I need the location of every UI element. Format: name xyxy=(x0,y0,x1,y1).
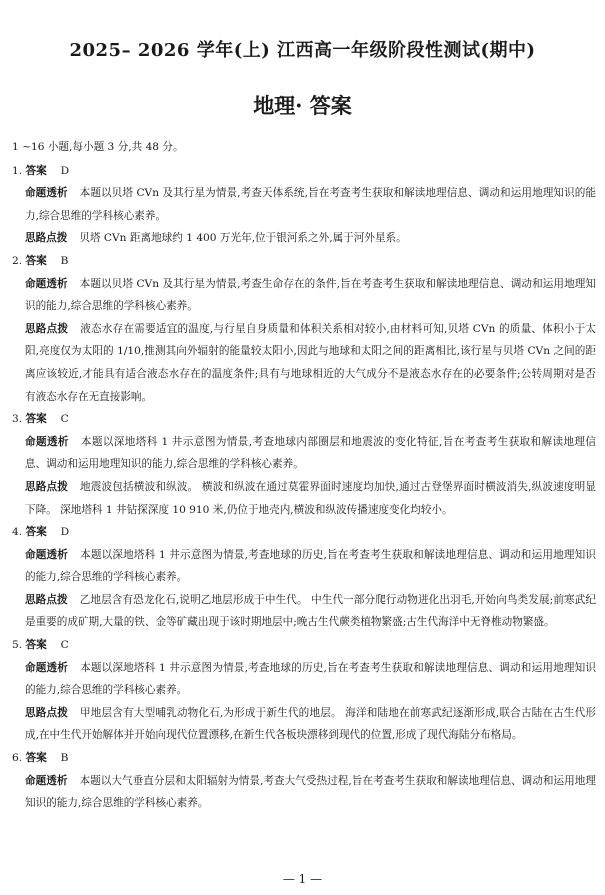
intro-line: 1 ~16 小题,每小题 3 分,共 48 分。 xyxy=(12,141,184,153)
hint-text: 贝塔 CVn 距离地球约 1 400 万光年,位于银河系之外,属于河外星系。 xyxy=(79,232,407,245)
hint-text: 乙地层含有恐龙化石,说明乙地层形成于中生代。 中生代一部分爬行动物进化出羽毛,开始向鸟类发展;前寒武纪是重要的成矿期,大量的铁、金等矿藏出现于该时期地层中;晚古生代蕨类植物繁盛;古生代海洋中无脊椎动物繁盛。 xyxy=(25,593,596,629)
analysis-label: 命题透析 xyxy=(25,277,68,290)
question-block xyxy=(12,521,596,634)
question-number: 1. xyxy=(12,164,23,177)
analysis-paragraph xyxy=(25,657,596,702)
hint-paragraph xyxy=(25,589,596,634)
analysis-text: 本题以贝塔 CVn 及其行星为情景,考查天体系统,旨在考查考生获取和解读地理信息、调动和运用地理知识的能力,综合思维的学科核心素养。 xyxy=(25,187,596,222)
analysis-label: 命题透析 xyxy=(25,774,68,787)
question-block xyxy=(12,634,596,747)
answer-body xyxy=(12,136,596,815)
hint-paragraph xyxy=(25,476,596,521)
answer-line xyxy=(12,634,596,657)
hint-paragraph xyxy=(25,702,596,747)
exam-title: 2025– 2026 学年(上) 江西高一年级阶段性测试(期中) xyxy=(69,40,536,61)
hint-label: 思路点拨 xyxy=(25,480,69,493)
analysis-text: 本题以深地塔科 1 井示意图为情景,考查地球的历史,旨在考查考生获取和解读地理信息、调动和运用地理知识的能力,综合思维的学科核心素养。 xyxy=(25,661,596,697)
analysis-text: 本题以深地塔科 1 井示意图为情景,考查地球内部圈层和地震波的变化特征,旨在考查考生获取和解读地理信息、调动和运用地理知识的能力,综合思维的学科核心素养。 xyxy=(25,435,596,471)
answer-label: 答案 xyxy=(25,413,47,426)
hint-paragraph xyxy=(25,318,596,408)
question-block xyxy=(12,408,596,521)
question-block xyxy=(12,160,596,250)
answer-letter: B xyxy=(60,752,69,765)
answer-letter: B xyxy=(60,254,69,267)
analysis-text: 本题以大气垂直分层和太阳辐射为情景,考查大气受热过程,旨在考查考生获取和解读地理信息、调动和运用地理知识的能力,综合思维的学科核心素养。 xyxy=(25,774,597,810)
question-number: 2. xyxy=(12,254,23,267)
hint-label: 思路点拨 xyxy=(25,232,68,245)
question-number: 6. xyxy=(12,752,23,765)
question-number: 3. xyxy=(12,413,23,426)
hint-text: 液态水存在需要适宜的温度,与行星自身质量和体积关系相对较小,由材料可知,贝塔 CVn 的质量、体积小于太阳,亮度仅为太阳的 1/10,推测其向外辐射的能量较太阳小,因此与地球和太阳之间的距离相比,该行星与贝塔 CVn 之间的距离应该较近,才能具有适合液态水存在的温度条件;具有与地球相近的大气成分不是液态水存在的必要条件;公转周期对是否有液态水存在无直接影响。 xyxy=(25,322,596,403)
analysis-paragraph xyxy=(25,544,596,589)
answer-letter: C xyxy=(60,639,69,652)
analysis-label: 命题透析 xyxy=(25,435,69,448)
answer-letter: D xyxy=(60,164,70,177)
answer-letter: D xyxy=(60,526,70,539)
answer-line xyxy=(12,521,596,544)
analysis-paragraph xyxy=(25,273,596,318)
analysis-text: 本题以深地塔科 1 井示意图为情景,考查地球的历史,旨在考查考生获取和解读地理信息、调动和运用地理知识的能力,综合思维的学科核心素养。 xyxy=(25,548,596,584)
hint-label: 思路点拨 xyxy=(25,322,69,335)
answer-label: 答案 xyxy=(25,254,47,267)
hint-label: 思路点拨 xyxy=(25,593,68,606)
page-subtitle: 地理· 答案 xyxy=(253,93,352,118)
analysis-label: 命题透析 xyxy=(25,661,69,674)
hint-text: 地震波包括横波和纵波。 横波和纵波在通过莫霍界面时速度均加快,通过古登堡界面时横波消失,纵波速度明显下降。 深地塔科 1 井钻探深度 10 910 米,仍位于地壳内,横波和纵波传播速度变化均较小。 xyxy=(25,480,596,516)
answer-label: 答案 xyxy=(25,164,47,177)
analysis-text: 本题以贝塔 CVn 及其行星为情景,考查生命存在的条件,旨在考查考生获取和解读地理信息、调动和运用地理知识的能力,综合思维的学科核心素养。 xyxy=(25,277,596,313)
question-block xyxy=(12,250,596,408)
question-number: 5. xyxy=(12,639,23,652)
analysis-paragraph xyxy=(25,431,596,476)
hint-label: 思路点拨 xyxy=(25,706,69,719)
answer-line xyxy=(12,250,596,273)
question-number: 4. xyxy=(12,526,23,539)
answer-label: 答案 xyxy=(25,752,47,765)
answer-letter: C xyxy=(60,413,69,426)
hint-text: 甲地层含有大型哺乳动物化石,为形成于新生代的地层。 海洋和陆地在前寒武纪逐渐形成,联合古陆在古生代形成,在中生代开始解体并开始向现代位置漂移,在新生代各板块漂移到现代的位置,形成了现代海陆分布格局。 xyxy=(25,706,596,742)
analysis-paragraph xyxy=(25,182,596,227)
analysis-label: 命题透析 xyxy=(25,187,68,200)
answer-line xyxy=(12,408,596,431)
answer-label: 答案 xyxy=(25,639,47,652)
hint-paragraph xyxy=(25,227,596,250)
answer-label: 答案 xyxy=(25,526,47,539)
answer-line xyxy=(12,747,596,770)
page-number: — 1 — xyxy=(282,872,323,886)
question-block xyxy=(12,747,596,815)
answer-line xyxy=(12,160,596,183)
analysis-paragraph xyxy=(25,770,596,815)
analysis-label: 命题透析 xyxy=(25,548,69,561)
